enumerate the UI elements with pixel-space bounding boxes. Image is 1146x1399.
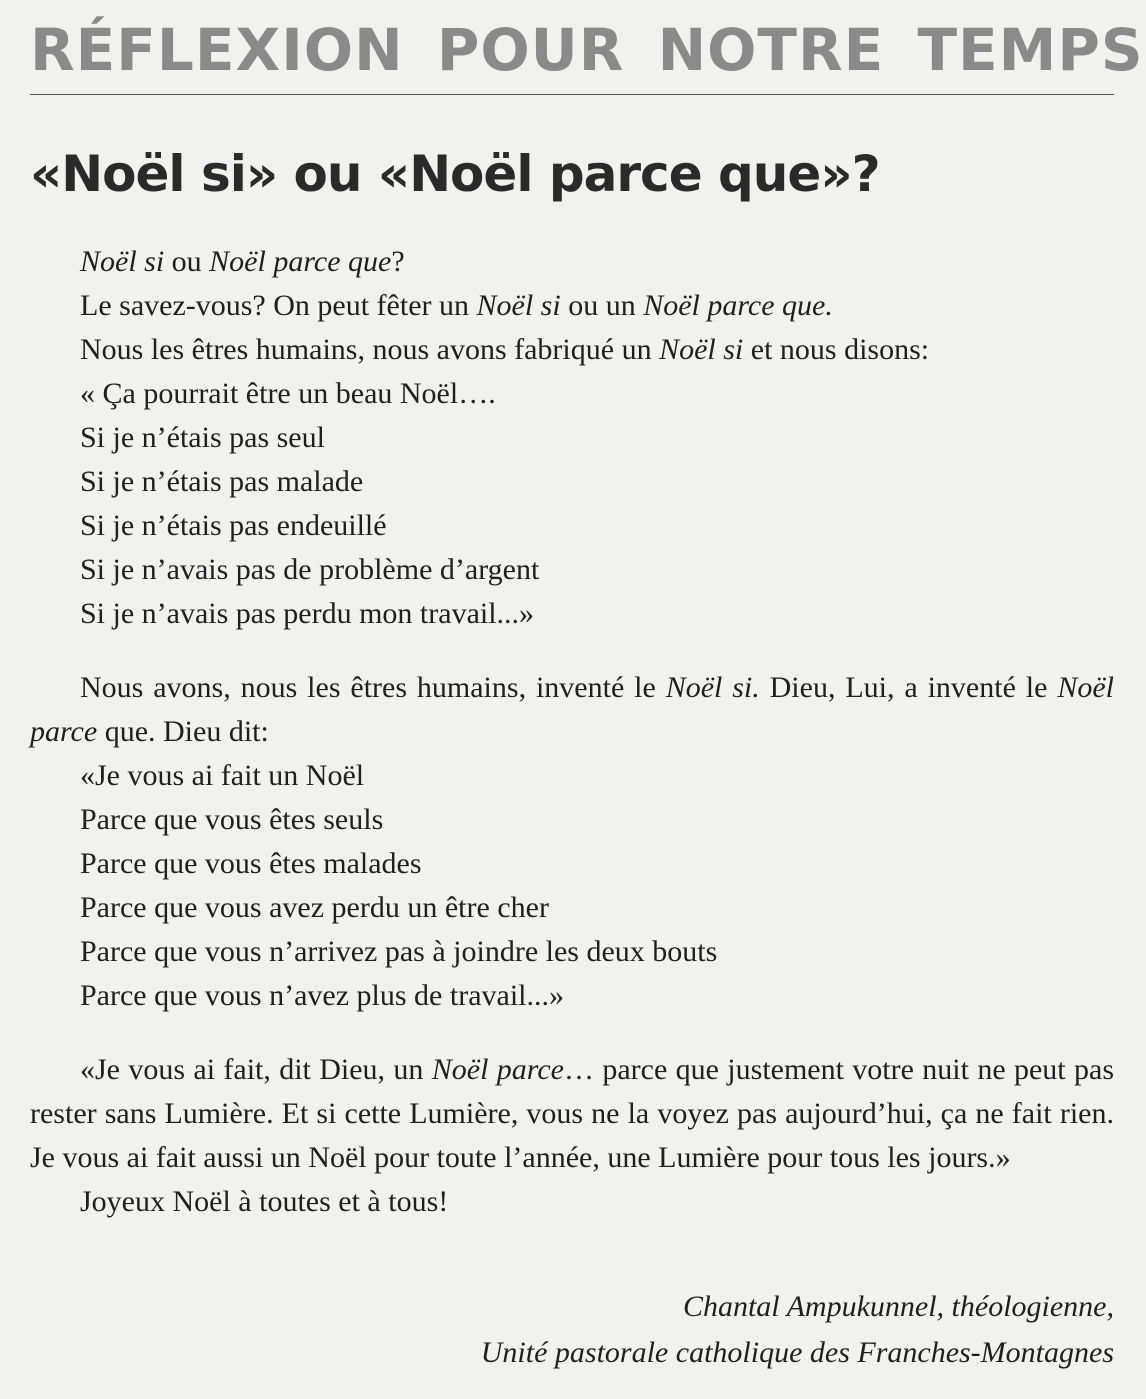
middle-line-5: Parce que vous n’arrivez pas à joindre les deux bouts: [80, 935, 718, 968]
intro-line-9: Si je n’avais pas perdu mon travail...»: [80, 597, 535, 630]
middle-line-2: Parce que vous êtes seuls: [80, 803, 384, 836]
middle-line-6: Parce que vous n’avez plus de travail...»: [80, 979, 564, 1012]
closing-wish: Joyeux Noël à toutes et à tous!: [80, 1185, 449, 1218]
closing-paragraph: «Je vous ai fait, dit Dieu, un Noël parce… parce que justement votre nuit ne peut pas rester sans Lumière. Et si cette Lumière, vous ne la voyez pas aujourd’hui, ça ne fait rien. Je vous ai fait aussi un Noël pour toute l’année, une Lumière pour tous les jours.»: [30, 1053, 1114, 1174]
paragraph-gap: [30, 636, 1114, 666]
intro-line-2: Le savez-vous? On peut fêter un Noël si ou un Noël parce que.: [80, 289, 833, 322]
middle-line-3: Parce que vous êtes malades: [80, 847, 422, 880]
article-body: [30, 240, 1114, 1224]
middle-paragraph: Nous avons, nous les êtres humains, inventé le Noël si. Dieu, Lui, a inventé le Noël parce que. Dieu dit:: [30, 671, 1114, 748]
middle-line-1: «Je vous ai fait un Noël: [80, 759, 365, 792]
intro-line-6: Si je n’étais pas malade: [80, 465, 364, 498]
section-rubric: RÉFLEXION POUR NOTRE TEMPS: [30, 16, 1144, 84]
intro-line-8: Si je n’avais pas de problème d’argent: [80, 553, 540, 586]
intro-line-3: Nous les êtres humains, nous avons fabriqué un Noël si et nous disons:: [80, 333, 930, 366]
author-signature: [481, 1284, 1114, 1376]
middle-line-4: Parce que vous avez perdu un être cher: [80, 891, 549, 924]
header-divider: [30, 94, 1114, 95]
paragraph-gap: [30, 1018, 1114, 1048]
intro-line-5: Si je n’étais pas seul: [80, 421, 325, 454]
intro-line-7: Si je n’étais pas endeuillé: [80, 509, 387, 542]
author-name: Chantal Ampukunnel, théologienne,: [682, 1290, 1114, 1323]
intro-line-4: « Ça pourrait être un beau Noël….: [80, 377, 496, 410]
intro-line-1: Noël si ou Noël parce que?: [80, 245, 405, 278]
article-title: «Noël si» ou «Noël parce que»?: [30, 145, 880, 203]
author-unit: Unité pastorale catholique des Franches-Montagnes: [480, 1336, 1114, 1369]
